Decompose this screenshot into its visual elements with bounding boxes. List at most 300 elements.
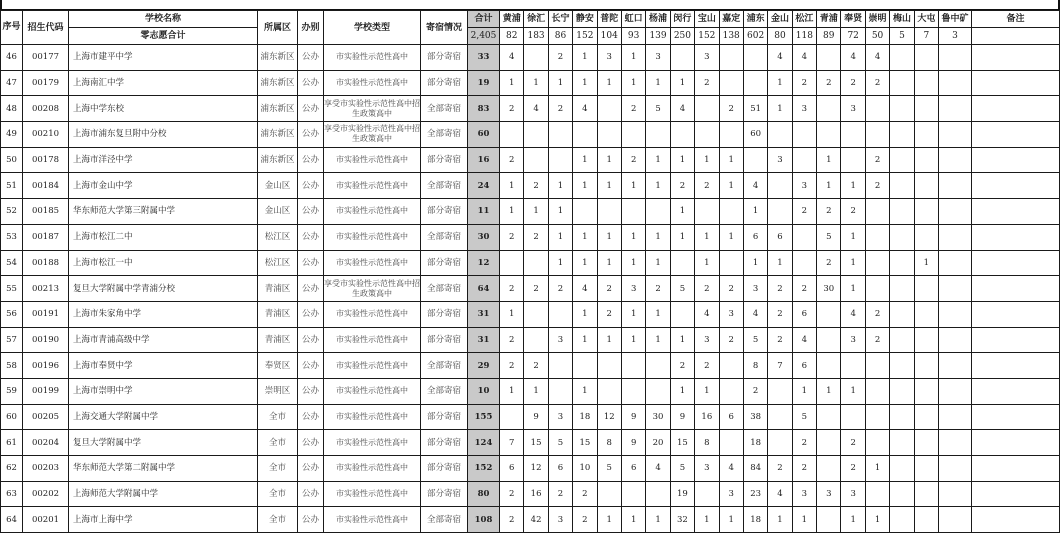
region-count-cell: 2 — [500, 481, 524, 507]
region-count-cell: 1 — [719, 173, 743, 199]
code-cell: 00202 — [23, 481, 69, 507]
school-name-cell: 上海市金山中学 — [69, 173, 258, 199]
school-name-cell: 上海市上海中学 — [69, 507, 258, 533]
region-count-cell: 2 — [500, 147, 524, 173]
region-count-cell: 2 — [817, 250, 841, 276]
region-count-cell: 8 — [597, 430, 621, 456]
seq-cell: 54 — [1, 250, 23, 276]
header-region: 鲁中矿 — [939, 11, 972, 28]
table-row — [1, 70, 1060, 96]
district-cell: 浦东新区 — [258, 122, 298, 148]
region-count-cell — [865, 224, 889, 250]
region-count-cell: 5 — [817, 224, 841, 250]
row-total-cell: 12 — [468, 250, 500, 276]
region-total: 86 — [548, 28, 572, 45]
region-count-cell: 2 — [621, 96, 645, 122]
district-cell: 浦东新区 — [258, 45, 298, 71]
school-name-cell: 上海市建平中学 — [69, 45, 258, 71]
region-total: 93 — [621, 28, 645, 45]
region-count-cell: 2 — [768, 327, 792, 353]
region-count-cell: 1 — [500, 301, 524, 327]
region-total: 104 — [597, 28, 621, 45]
region-count-cell: 1 — [548, 224, 572, 250]
header-code: 招生代码 — [23, 11, 69, 45]
region-count-cell: 12 — [524, 456, 548, 482]
district-cell: 全市 — [258, 507, 298, 533]
district-cell: 青浦区 — [258, 327, 298, 353]
region-count-cell: 1 — [597, 173, 621, 199]
region-count-cell: 6 — [621, 456, 645, 482]
district-cell: 浦东新区 — [258, 147, 298, 173]
region-count-cell — [768, 122, 792, 148]
school-type-cell: 享受市实验性示范性高中招生政策高中 — [324, 276, 421, 302]
region-count-cell: 2 — [548, 276, 572, 302]
school-name-cell: 华东师范大学第三附属中学 — [69, 199, 258, 225]
seq-cell: 51 — [1, 173, 23, 199]
region-count-cell — [914, 224, 938, 250]
row-total-cell: 33 — [468, 45, 500, 71]
region-count-cell — [573, 199, 597, 225]
boarding-cell: 部分寄宿 — [421, 404, 468, 430]
region-count-cell: 2 — [865, 301, 889, 327]
remark-cell — [972, 224, 1060, 250]
region-count-cell: 1 — [621, 70, 645, 96]
seq-cell: 47 — [1, 70, 23, 96]
region-count-cell: 2 — [548, 45, 572, 71]
region-count-cell — [719, 250, 743, 276]
table-row — [1, 276, 1060, 302]
table-row — [1, 430, 1060, 456]
row-total-cell: 31 — [468, 301, 500, 327]
district-cell: 全市 — [258, 404, 298, 430]
region-count-cell: 2 — [573, 481, 597, 507]
region-count-cell — [792, 224, 816, 250]
district-cell: 全市 — [258, 481, 298, 507]
region-count-cell: 2 — [865, 327, 889, 353]
region-count-cell — [743, 45, 767, 71]
region-count-cell — [768, 173, 792, 199]
region-count-cell: 4 — [792, 327, 816, 353]
region-count-cell — [890, 456, 914, 482]
header-school-type: 学校类型 — [324, 11, 421, 45]
region-count-cell: 1 — [914, 250, 938, 276]
boarding-cell: 全部寄宿 — [421, 96, 468, 122]
region-count-cell — [865, 122, 889, 148]
school-type-cell: 市实验性示范性高中 — [324, 173, 421, 199]
region-total: 7 — [914, 28, 938, 45]
school-name-cell: 上海师范大学附属中学 — [69, 481, 258, 507]
region-count-cell: 1 — [524, 70, 548, 96]
school-name-cell: 上海交通大学附属中学 — [69, 404, 258, 430]
region-count-cell: 23 — [743, 481, 767, 507]
code-cell: 00199 — [23, 378, 69, 404]
district-cell: 松江区 — [258, 224, 298, 250]
district-cell: 金山区 — [258, 199, 298, 225]
region-count-cell — [939, 250, 972, 276]
school-name-cell: 复旦大学附属中学青浦分校 — [69, 276, 258, 302]
ownership-cell: 公办 — [298, 378, 324, 404]
region-count-cell — [939, 353, 972, 379]
region-count-cell: 2 — [597, 276, 621, 302]
ownership-cell: 公办 — [298, 147, 324, 173]
region-count-cell: 1 — [792, 507, 816, 533]
region-count-cell: 4 — [743, 173, 767, 199]
region-count-cell — [670, 122, 694, 148]
region-count-cell: 2 — [500, 276, 524, 302]
region-count-cell: 1 — [573, 250, 597, 276]
region-count-cell: 1 — [646, 70, 670, 96]
region-count-cell: 1 — [670, 147, 694, 173]
region-count-cell — [597, 122, 621, 148]
region-count-cell: 1 — [841, 507, 865, 533]
region-count-cell: 3 — [817, 481, 841, 507]
school-name-cell: 上海南汇中学 — [69, 70, 258, 96]
seq-cell: 49 — [1, 122, 23, 148]
region-count-cell: 1 — [597, 250, 621, 276]
region-count-cell — [914, 45, 938, 71]
region-count-cell: 2 — [768, 456, 792, 482]
region-count-cell — [817, 327, 841, 353]
region-count-cell — [646, 199, 670, 225]
region-count-cell: 3 — [548, 327, 572, 353]
region-count-cell — [939, 173, 972, 199]
region-count-cell: 4 — [841, 301, 865, 327]
region-count-cell: 1 — [817, 173, 841, 199]
district-cell: 崇明区 — [258, 378, 298, 404]
region-count-cell: 4 — [768, 481, 792, 507]
ownership-cell: 公办 — [298, 430, 324, 456]
region-count-cell — [890, 122, 914, 148]
region-count-cell: 2 — [695, 70, 719, 96]
region-count-cell — [817, 301, 841, 327]
region-count-cell: 1 — [646, 224, 670, 250]
region-count-cell — [768, 404, 792, 430]
region-count-cell: 2 — [865, 70, 889, 96]
region-count-cell: 4 — [743, 301, 767, 327]
region-count-cell: 1 — [524, 199, 548, 225]
region-count-cell — [719, 353, 743, 379]
region-count-cell: 1 — [646, 250, 670, 276]
region-count-cell: 51 — [743, 96, 767, 122]
seq-cell: 62 — [1, 456, 23, 482]
school-name-cell: 上海中学东校 — [69, 96, 258, 122]
school-name-cell: 上海市崇明中学 — [69, 378, 258, 404]
region-count-cell — [841, 147, 865, 173]
region-count-cell — [621, 481, 645, 507]
region-count-cell — [939, 481, 972, 507]
region-count-cell: 1 — [841, 276, 865, 302]
region-total: 5 — [890, 28, 914, 45]
region-count-cell: 3 — [695, 456, 719, 482]
region-count-cell: 2 — [768, 301, 792, 327]
region-count-cell — [524, 327, 548, 353]
region-count-cell — [621, 353, 645, 379]
region-count-cell — [939, 301, 972, 327]
region-count-cell: 2 — [646, 276, 670, 302]
boarding-cell: 部分寄宿 — [421, 250, 468, 276]
table-row — [1, 199, 1060, 225]
ownership-cell: 公办 — [298, 507, 324, 533]
row-total-cell: 31 — [468, 327, 500, 353]
region-count-cell: 1 — [646, 147, 670, 173]
region-count-cell: 1 — [646, 507, 670, 533]
school-name-cell: 上海市奉贤中学 — [69, 353, 258, 379]
region-count-cell — [939, 378, 972, 404]
region-count-cell: 3 — [792, 96, 816, 122]
school-type-cell: 享受市实验性示范性高中招生政策高中 — [324, 96, 421, 122]
region-count-cell — [914, 301, 938, 327]
region-count-cell — [865, 481, 889, 507]
region-count-cell — [817, 507, 841, 533]
region-count-cell — [597, 481, 621, 507]
region-count-cell: 1 — [573, 224, 597, 250]
region-count-cell: 3 — [695, 45, 719, 71]
table-row — [1, 378, 1060, 404]
table-row — [1, 173, 1060, 199]
seq-cell: 48 — [1, 96, 23, 122]
region-count-cell — [890, 430, 914, 456]
region-count-cell — [670, 301, 694, 327]
region-count-cell: 2 — [792, 199, 816, 225]
header-region: 宝山 — [695, 11, 719, 28]
region-count-cell: 2 — [548, 96, 572, 122]
region-count-cell: 4 — [792, 45, 816, 71]
region-count-cell: 4 — [524, 96, 548, 122]
totals-remark — [972, 28, 1060, 45]
region-count-cell — [914, 122, 938, 148]
region-count-cell — [939, 507, 972, 533]
region-count-cell: 3 — [768, 147, 792, 173]
header-boarding: 寄宿情况 — [421, 11, 468, 45]
ownership-cell: 公办 — [298, 353, 324, 379]
remark-cell — [972, 327, 1060, 353]
region-count-cell — [939, 147, 972, 173]
header-region: 青浦 — [817, 11, 841, 28]
region-count-cell: 1 — [817, 147, 841, 173]
region-count-cell — [524, 250, 548, 276]
boarding-cell: 部分寄宿 — [421, 430, 468, 456]
school-type-cell: 市实验性示范性高中 — [324, 327, 421, 353]
region-count-cell: 1 — [841, 173, 865, 199]
region-count-cell: 1 — [817, 378, 841, 404]
region-count-cell — [914, 276, 938, 302]
region-count-cell — [841, 122, 865, 148]
region-count-cell — [914, 147, 938, 173]
boarding-cell: 部分寄宿 — [421, 456, 468, 482]
region-count-cell — [548, 353, 572, 379]
region-count-cell — [865, 199, 889, 225]
region-count-cell — [719, 45, 743, 71]
region-count-cell — [939, 70, 972, 96]
region-count-cell: 9 — [621, 404, 645, 430]
region-count-cell — [524, 301, 548, 327]
region-count-cell: 2 — [865, 173, 889, 199]
remark-cell — [972, 250, 1060, 276]
region-count-cell — [792, 147, 816, 173]
region-count-cell: 5 — [597, 456, 621, 482]
region-count-cell: 2 — [841, 430, 865, 456]
region-count-cell: 30 — [817, 276, 841, 302]
region-count-cell: 2 — [768, 276, 792, 302]
region-count-cell: 1 — [743, 199, 767, 225]
region-count-cell: 1 — [646, 301, 670, 327]
region-count-cell: 4 — [695, 301, 719, 327]
region-count-cell: 2 — [524, 276, 548, 302]
region-count-cell: 3 — [597, 45, 621, 71]
region-count-cell — [646, 378, 670, 404]
code-cell: 00179 — [23, 70, 69, 96]
region-count-cell — [939, 276, 972, 302]
region-count-cell: 1 — [573, 70, 597, 96]
region-count-cell: 1 — [695, 378, 719, 404]
region-count-cell: 2 — [500, 224, 524, 250]
region-count-cell — [939, 430, 972, 456]
region-count-cell: 18 — [573, 404, 597, 430]
seq-cell: 56 — [1, 301, 23, 327]
region-count-cell: 30 — [646, 404, 670, 430]
region-count-cell: 15 — [573, 430, 597, 456]
code-cell: 00184 — [23, 173, 69, 199]
region-count-cell: 12 — [597, 404, 621, 430]
region-count-cell: 1 — [500, 199, 524, 225]
region-count-cell — [890, 199, 914, 225]
district-cell: 浦东新区 — [258, 70, 298, 96]
header-total: 合计 — [468, 11, 500, 28]
code-cell: 00196 — [23, 353, 69, 379]
region-count-cell: 1 — [597, 147, 621, 173]
region-count-cell: 1 — [719, 224, 743, 250]
ownership-cell: 公办 — [298, 199, 324, 225]
region-count-cell — [890, 378, 914, 404]
region-count-cell: 42 — [524, 507, 548, 533]
school-type-cell: 市实验性示范性高中 — [324, 70, 421, 96]
region-count-cell: 2 — [792, 456, 816, 482]
region-total: 80 — [768, 28, 792, 45]
region-count-cell — [939, 199, 972, 225]
code-cell: 00208 — [23, 96, 69, 122]
region-count-cell — [865, 96, 889, 122]
seq-cell: 46 — [1, 45, 23, 71]
region-count-cell — [695, 122, 719, 148]
region-count-cell: 5 — [670, 456, 694, 482]
boarding-cell: 部分寄宿 — [421, 147, 468, 173]
region-count-cell — [817, 45, 841, 71]
region-count-cell: 38 — [743, 404, 767, 430]
header-region: 嘉定 — [719, 11, 743, 28]
region-count-cell: 1 — [865, 507, 889, 533]
region-count-cell: 4 — [768, 45, 792, 71]
table-row — [1, 147, 1060, 173]
top-margin-strip — [0, 0, 1060, 10]
boarding-cell: 全部寄宿 — [421, 173, 468, 199]
region-count-cell: 2 — [597, 301, 621, 327]
region-count-cell — [670, 250, 694, 276]
code-cell: 00187 — [23, 224, 69, 250]
row-total-cell: 30 — [468, 224, 500, 250]
header-region: 黄浦 — [500, 11, 524, 28]
region-count-cell — [548, 378, 572, 404]
region-count-cell: 19 — [670, 481, 694, 507]
region-count-cell — [890, 404, 914, 430]
header-region: 大屯 — [914, 11, 938, 28]
region-count-cell: 3 — [548, 507, 572, 533]
region-count-cell — [524, 45, 548, 71]
header-district: 所属区 — [258, 11, 298, 45]
school-type-cell: 市实验性示范性高中 — [324, 147, 421, 173]
seq-cell: 55 — [1, 276, 23, 302]
region-count-cell — [890, 173, 914, 199]
region-count-cell: 1 — [621, 173, 645, 199]
region-count-cell: 1 — [768, 250, 792, 276]
region-count-cell — [621, 122, 645, 148]
region-count-cell: 1 — [573, 173, 597, 199]
region-count-cell: 1 — [768, 70, 792, 96]
region-count-cell: 2 — [719, 276, 743, 302]
region-count-cell: 1 — [548, 173, 572, 199]
region-count-cell: 2 — [524, 173, 548, 199]
region-count-cell — [768, 199, 792, 225]
remark-cell — [972, 45, 1060, 71]
region-count-cell: 4 — [646, 456, 670, 482]
region-count-cell: 1 — [573, 378, 597, 404]
row-total-cell: 10 — [468, 378, 500, 404]
seq-cell: 53 — [1, 224, 23, 250]
region-count-cell: 1 — [621, 327, 645, 353]
region-count-cell: 6 — [500, 456, 524, 482]
region-count-cell — [817, 353, 841, 379]
header-region: 普陀 — [597, 11, 621, 28]
header-ownership: 办别 — [298, 11, 324, 45]
region-total: 183 — [524, 28, 548, 45]
region-count-cell: 1 — [646, 327, 670, 353]
school-type-cell: 市实验性示范性高中 — [324, 353, 421, 379]
row-total-cell: 155 — [468, 404, 500, 430]
region-count-cell: 6 — [743, 224, 767, 250]
region-count-cell: 32 — [670, 507, 694, 533]
region-count-cell — [719, 199, 743, 225]
region-count-cell: 1 — [621, 250, 645, 276]
ownership-cell: 公办 — [298, 456, 324, 482]
boarding-cell: 全部寄宿 — [421, 353, 468, 379]
region-count-cell: 7 — [768, 353, 792, 379]
region-count-cell: 16 — [524, 481, 548, 507]
table-row — [1, 45, 1060, 71]
seq-cell: 50 — [1, 147, 23, 173]
table-row — [1, 224, 1060, 250]
region-count-cell: 2 — [695, 173, 719, 199]
region-count-cell — [865, 378, 889, 404]
header-remark: 备注 — [972, 11, 1060, 28]
district-cell: 全市 — [258, 456, 298, 482]
region-count-cell — [914, 199, 938, 225]
region-count-cell: 2 — [817, 70, 841, 96]
code-cell: 00177 — [23, 45, 69, 71]
school-type-cell: 市实验性示范性高中 — [324, 301, 421, 327]
region-count-cell: 1 — [597, 70, 621, 96]
region-count-cell: 4 — [500, 45, 524, 71]
ownership-cell: 公办 — [298, 327, 324, 353]
region-count-cell — [890, 45, 914, 71]
region-count-cell: 2 — [524, 353, 548, 379]
header-region: 杨浦 — [646, 11, 670, 28]
table-row — [1, 250, 1060, 276]
remark-cell — [972, 276, 1060, 302]
school-name-cell: 上海市松江二中 — [69, 224, 258, 250]
region-count-cell: 1 — [743, 250, 767, 276]
region-count-cell: 1 — [670, 224, 694, 250]
remark-cell — [972, 173, 1060, 199]
code-cell: 00210 — [23, 122, 69, 148]
